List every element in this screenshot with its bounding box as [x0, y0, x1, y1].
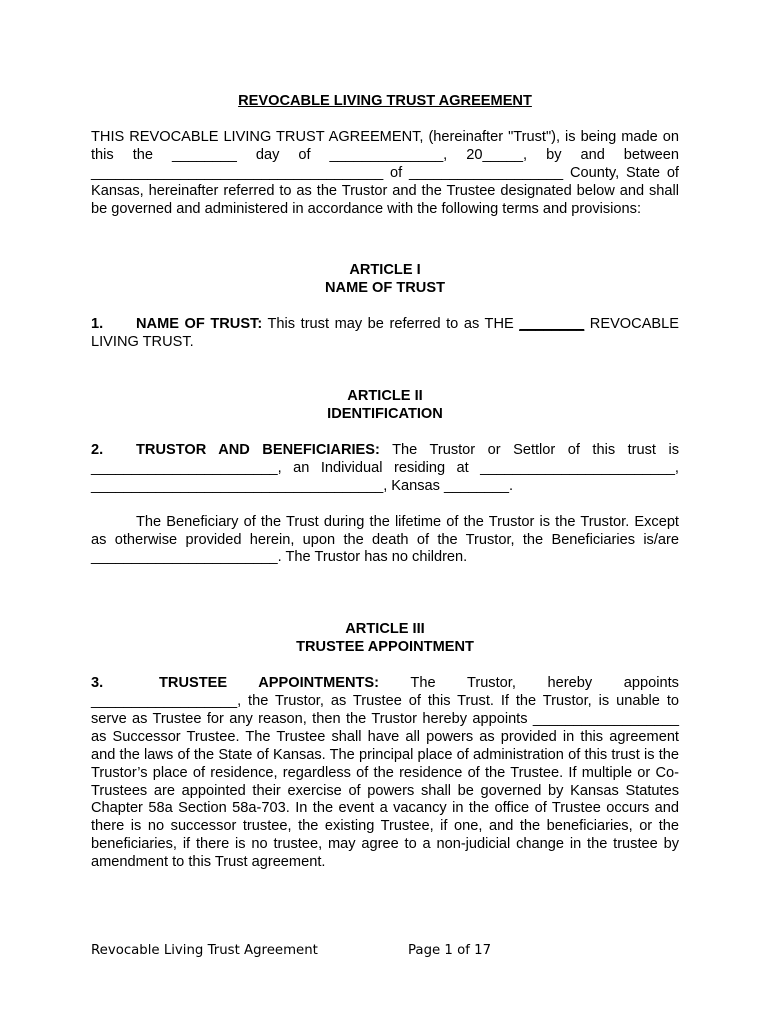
clause-number: 1. — [91, 316, 104, 333]
clause-text: The Trustor or Settlor of this trust is _______________________, an Individual residing at ________________________, ____________________________________, Kansas ________. — [91, 441, 679, 494]
trust-name-blank: ________ — [519, 316, 585, 333]
article-1-subheading: NAME OF TRUST — [325, 280, 445, 297]
article-1-clause — [91, 316, 679, 352]
document-title: REVOCABLE LIVING TRUST AGREEMENT — [238, 93, 532, 109]
article-2-subheading: IDENTIFICATION — [327, 405, 443, 422]
intro-paragraph: THIS REVOCABLE LIVING TRUST AGREEMENT, (hereinafter "Trust"), is being made on this the ________ day of ______________, 20_____, by and between ____________________________________ of ___________________ County, State of Kansas, hereinafter referred to as the Trustor and the Trustee designated below and shall be governed and administered in accordance with the following terms and provisions: — [91, 128, 679, 217]
footer-document-name: Revocable Living Trust Agreement — [91, 943, 318, 958]
article-1-heading: ARTICLE I — [349, 262, 421, 279]
footer-page-number: Page 1 of 17 — [408, 943, 492, 958]
beneficiary-paragraph: The Beneficiary of the Trust during the lifetime of the Trustor is the Trustor. Except as otherwise provided herein, upon the death of the Trustor, the Beneficiaries is/are _______________________. The Trustor has no children. — [91, 513, 679, 566]
clause-text: This trust may be referred to as THE — [267, 316, 514, 333]
clause-number: 2. — [91, 441, 104, 458]
article-2-clause — [91, 442, 679, 496]
clause-text-end: REVOCABLE LIVING TRUST. — [91, 316, 680, 351]
document-page — [91, 93, 679, 872]
clause-label: TRUSTEE APPOINTMENTS: — [159, 675, 380, 692]
article-3-subheading: TRUSTEE APPOINTMENT — [296, 639, 474, 656]
article-2-heading: ARTICLE II — [347, 388, 423, 405]
article-3-heading: ARTICLE III — [345, 621, 425, 638]
clause-label: NAME OF TRUST: — [136, 316, 263, 333]
clause-text: The Trustor, hereby appoints __________________, the Trustor, as Trustee of this Trust. If the Trustor, is unable to serve as Trustee for any reason, then the Trustor hereby appoints __________________ as Successor Trustee. The Trustee shall have all powers as provided in this agreement and the laws of the State of Kansas. The principal place of administration of this trust is the Trustor’s place of residence, regardless of the residence of the Trustee. If multiple or Co-Trustees are appointed their exercise of powers shall be governed by Kansas Statutes Chapter 58a Section 58a-703. In the event a vacancy in the office of Trustee occurs and there is no successor trustee, the existing Trustee, if one, and the beneficiaries, or the beneficiaries, if there is no trustee, may agree to a non-judicial change in the trustee by amendment to this Trust agreement. — [91, 675, 679, 871]
clause-label: TRUSTOR AND BENEFICIARIES: — [136, 441, 380, 458]
clause-number: 3. — [91, 675, 104, 692]
article-3-clause — [91, 675, 679, 872]
